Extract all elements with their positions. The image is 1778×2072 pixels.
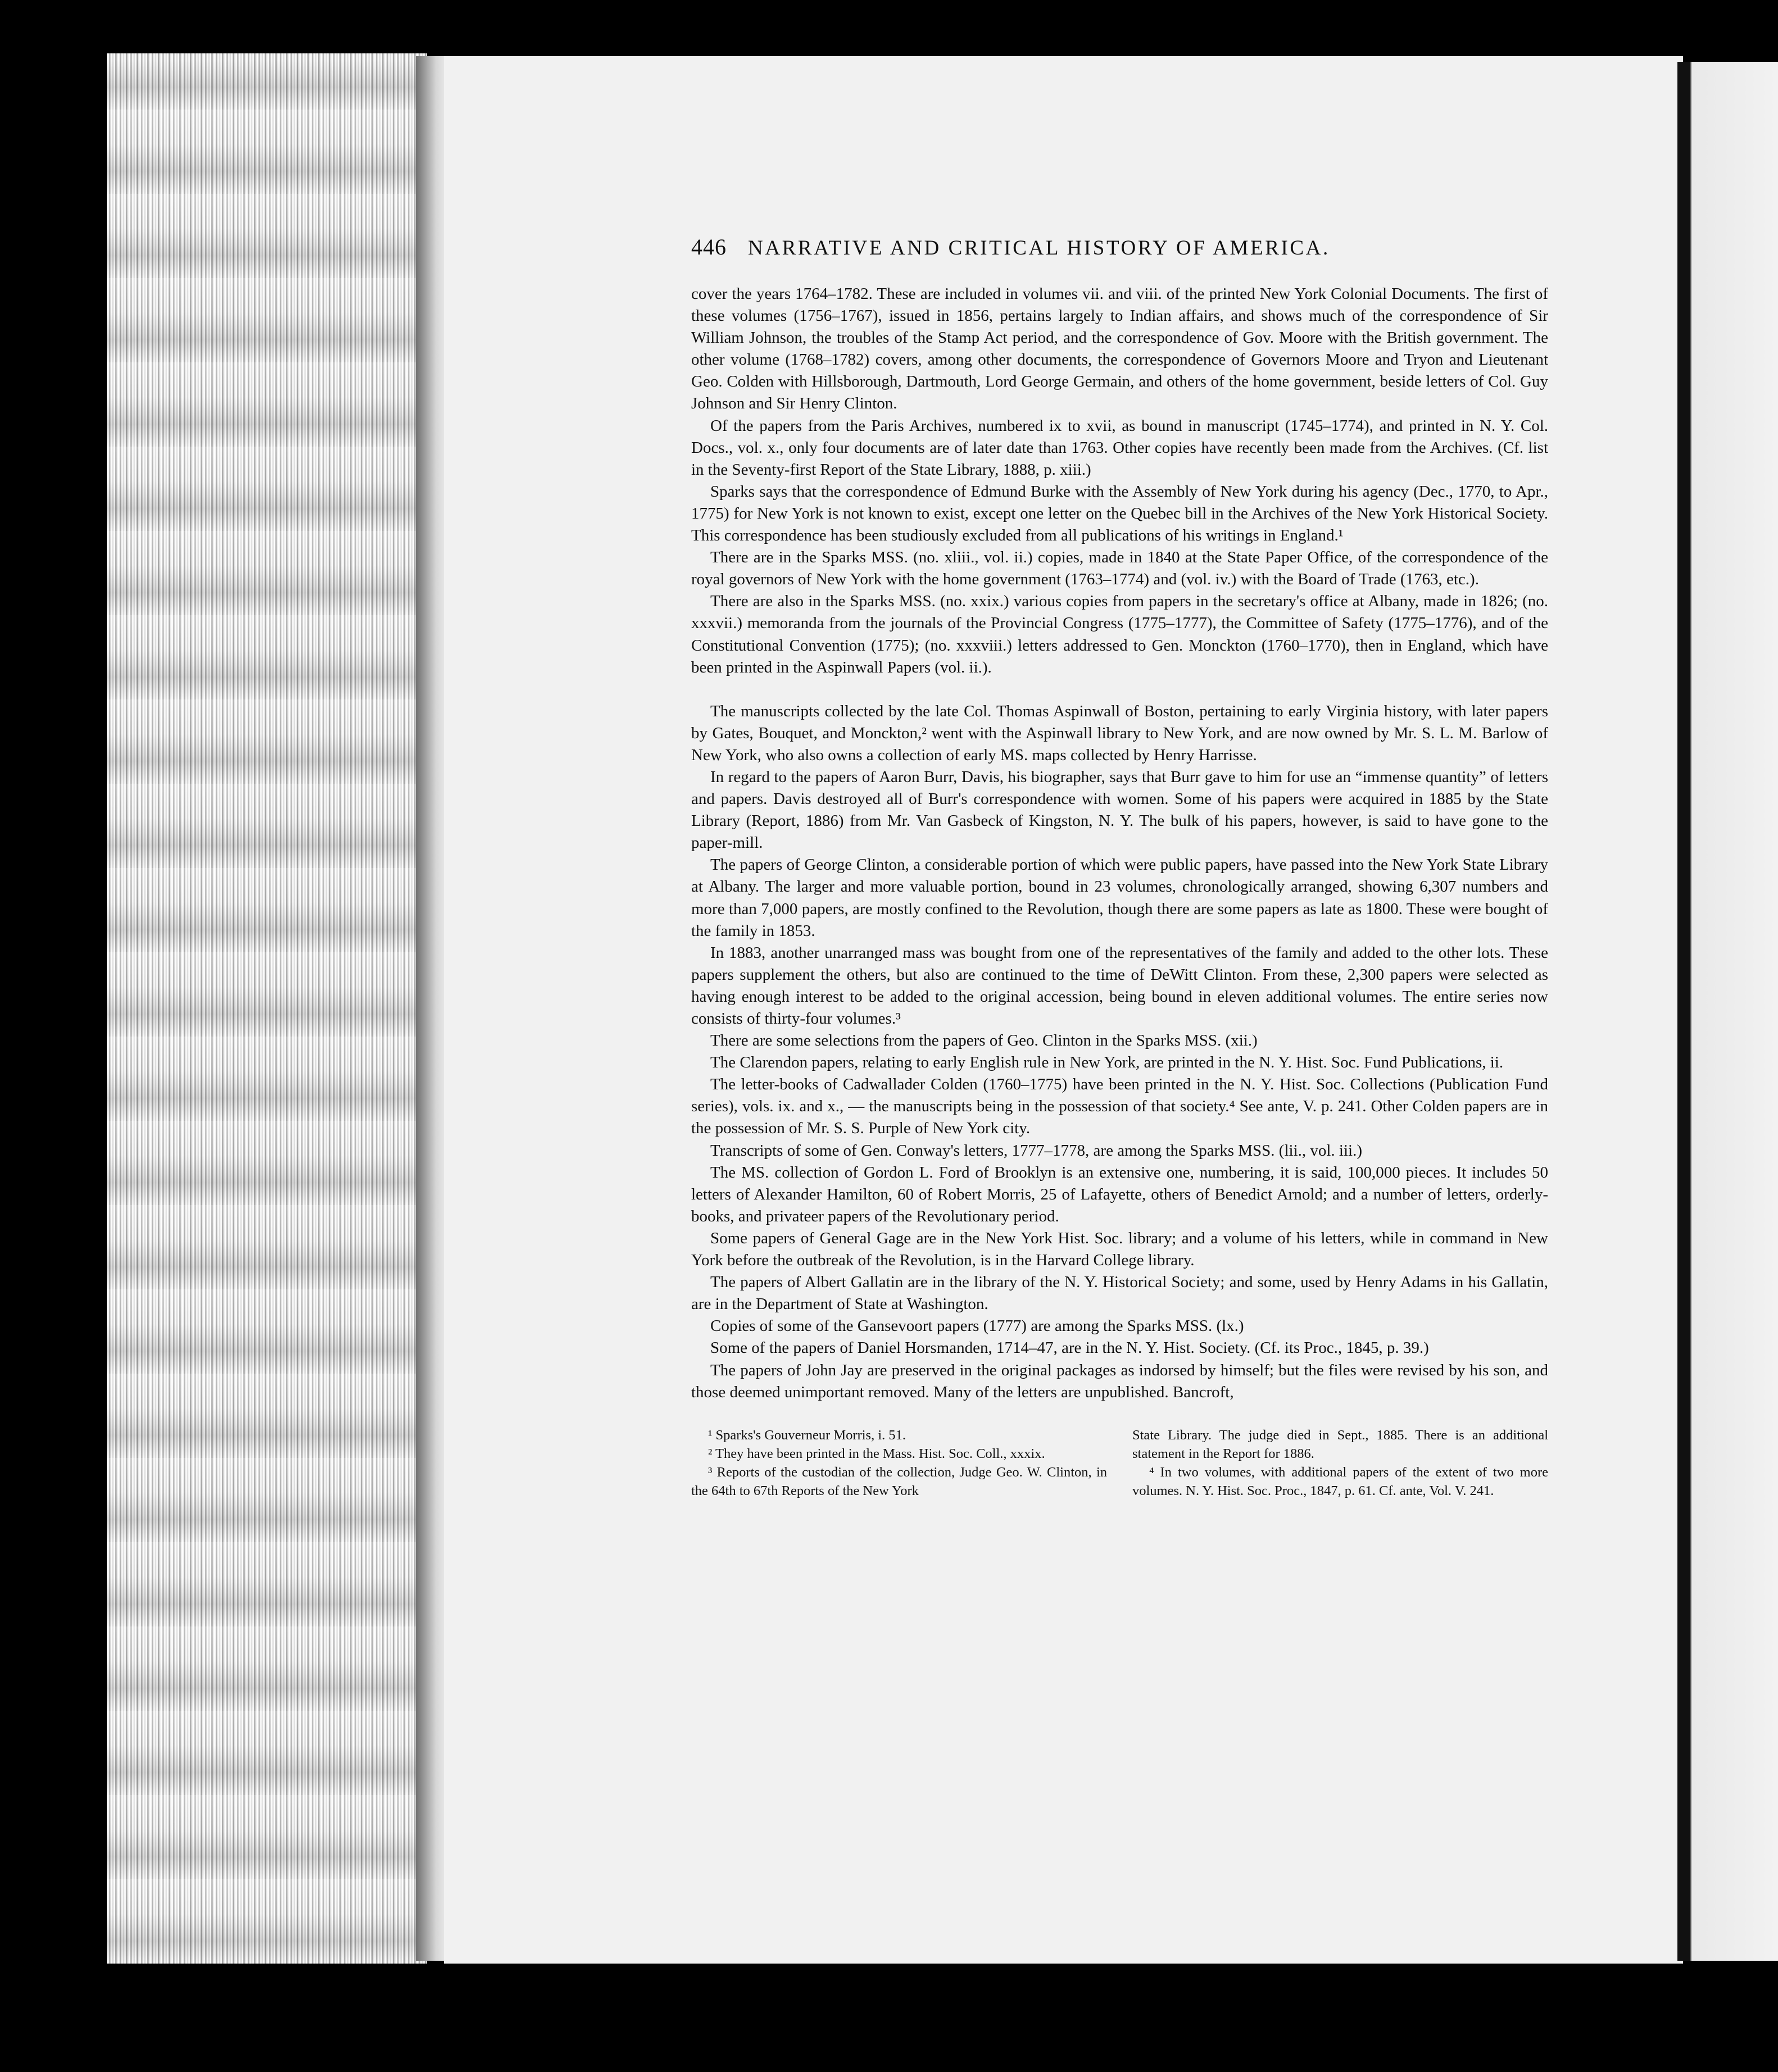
paragraph: There are some selections from the papers of Geo. Clinton in the Sparks MSS. (xii.) (710, 1032, 1258, 1050)
paragraph: The MS. collection of Gordon L. Ford of Brooklyn is an extensive one, numbering, it is said, 100,000 pieces. It includes 50 letters of Alexander Hamilton, 60 of Robert Morris, 25 of Lafayette, others of Benedict Arnold; and a number of letters, orderly-books, and privateer papers of the Revolutionary period. (691, 1163, 1548, 1225)
running-head (691, 236, 1548, 275)
paragraph: Sparks says that the correspondence of Edmund Burke with the Assembly of New York during his agency (Dec., 1770, to Apr., 1775) for New York is not known to exist, except one letter on the Quebec bill in the Archives of the New York Historical Society. This correspondence has been studiously excluded from all publications of his writings in England.¹ (691, 482, 1548, 545)
page-number: 446 (691, 234, 727, 260)
paragraph: In regard to the papers of Aaron Burr, Davis, his biographer, says that Burr gave to him for use an “immense quantity” of letters and papers. Davis destroyed all of Burr's correspondence with women. Some of his papers were acquired in 1885 by the State Library (Report, 1886) from Mr. Van Gasbeck of Kingston, N. Y. The bulk of his papers, however, is said to have gone to the paper-mill. (691, 767, 1548, 852)
paragraph: Some of the papers of Daniel Horsmanden, 1714–47, are in the N. Y. Hist. Society. (Cf. its Proc., 1845, p. 39.) (710, 1339, 1429, 1357)
footnote: ⁴ In two volumes, with additional papers of the extent of two more volumes. N. Y. Hist. Soc. Proc., 1847, p. 61. Cf. ante, Vol. V. 241. (1132, 1464, 1548, 1498)
footnote: ³ Reports of the custodian of the collection, Judge Geo. W. Clinton, in the 64th to 67th Reports of the New York (691, 1464, 1107, 1498)
footnote: State Library. The judge died in Sept., 1885. There is an additional statement in the Report for 1886. (1132, 1427, 1548, 1461)
paragraph: Transcripts of some of Gen. Conway's letters, 1777–1778, are among the Sparks MSS. (lii., vol. iii.) (710, 1141, 1363, 1160)
facing-page-edge (1677, 62, 1778, 1961)
paragraph: There are also in the Sparks MSS. (no. xxix.) various copies from papers in the secretary's office at Albany, made in 1826; (no. xxxvii.) memoranda from the journals of the Provincial Congress (1775–1777), the Committee of Safety (1775–1776), and of the Constitutional Convention (1775); (no. xxxviii.) letters addressed to Gen. Monckton (1760–1770), then in England, which have been printed in the Aspinwall Papers (vol. ii.). (691, 592, 1548, 676)
footnotes-left-column (691, 1426, 1107, 1500)
paragraph: The papers of John Jay are preserved in the original packages as indorsed by himself; but the files were revised by his son, and those deemed unimportant removed. Many of the letters are unpublished. Bancroft, (691, 1361, 1548, 1401)
body-text (691, 283, 1548, 1403)
running-title: NARRATIVE AND CRITICAL HISTORY OF AMERICA. (748, 237, 1330, 260)
footnotes (691, 1426, 1548, 1500)
paragraph: Copies of some of the Gansevoort papers (1777) are among the Sparks MSS. (lx.) (710, 1317, 1244, 1335)
paragraph: The letter-books of Cadwallader Colden (1760–1775) have been printed in the N. Y. Hist. Soc. Collections (Publication Fund series), vols. ix. and x., — the manuscripts being in the possession of that society.⁴ See ante, V. p. 241. Other Colden papers are in the possession of Mr. S. S. Purple of New York city. (691, 1075, 1548, 1138)
paragraph: The manuscripts collected by the late Col. Thomas Aspinwall of Boston, pertaining to early Virginia history, with later papers by Gates, Bouquet, and Monckton,² went with the Aspinwall library to New York, and are now owned by Mr. S. L. M. Barlow of New York, who also owns a collection of early MS. maps collected by Henry Harrisse. (691, 702, 1548, 764)
paragraph: cover the years 1764–1782. These are included in volumes vii. and viii. of the printed New York Colonial Documents. The first of these volumes (1756–1767), issued in 1856, pertains largely to Indian affairs, and shows much of the correspondence of Sir William Johnson, the troubles of the Stamp Act period, and the correspondence of Gov. Moore with the British government. The other volume (1768–1782) covers, among other documents, the correspondence of Governors Moore and Tryon and Lieutenant Geo. Colden with Hillsborough, Dartmouth, Lord George Germain, and others of the home government, beside letters of Col. Guy Johnson and Sir Henry Clinton. (691, 285, 1548, 413)
paragraph: In 1883, another unarranged mass was bought from one of the representatives of the family and added to the other lots. These papers supplement the others, but also are continued to the time of DeWitt Clinton. From these, 2,300 papers were selected as having enough interest to be added to the original accession, being bound in eleven additional volumes. The entire series now consists of thirty-four volumes.³ (691, 943, 1548, 1028)
page-text (691, 236, 1548, 1500)
page-edges (107, 53, 427, 1964)
paragraph: There are in the Sparks MSS. (no. xliii., vol. ii.) copies, made in 1840 at the State Paper Office, of the correspondence of the royal governors of New York with the home government (1763–1774) and (vol. iv.) with the Board of Trade (1763, etc.). (691, 548, 1548, 589)
footnote: ² They have been printed in the Mass. Hist. Soc. Coll., xxxix. (708, 1446, 1045, 1461)
footnote: ¹ Sparks's Gouverneur Morris, i. 51. (708, 1427, 906, 1443)
paragraph: The papers of Albert Gallatin are in the library of the N. Y. Historical Society; and some, used by Henry Adams in his Gallatin, are in the Department of State at Washington. (691, 1273, 1548, 1314)
paragraph: Some papers of General Gage are in the New York Hist. Soc. library; and a volume of his letters, while in command in New York before the outbreak of the Revolution, is in the Harvard College library. (691, 1229, 1548, 1270)
paragraph: Of the papers from the Paris Archives, numbered ix to xvii, as bound in manuscript (1745–1774), and printed in N. Y. Col. Docs., vol. x., only four documents are of later date than 1763. Other copies have recently been made from the Archives. (Cf. list in the Seventy-first Report of the State Library, 1888, p. xiii.) (691, 416, 1548, 479)
paragraph: The papers of George Clinton, a considerable portion of which were public papers, have passed into the New York State Library at Albany. The larger and more valuable portion, bound in 23 volumes, chronologically arranged, showing 6,307 numbers and more than 7,000 papers, are mostly confined to the Revolution, though there are some papers as late as 1800. These were bought of the family in 1853. (691, 856, 1548, 940)
paragraph: The Clarendon papers, relating to early English rule in New York, are printed in the N. Y. Hist. Soc. Fund Publications, ii. (710, 1053, 1504, 1072)
footnotes-right-column (1132, 1426, 1548, 1500)
